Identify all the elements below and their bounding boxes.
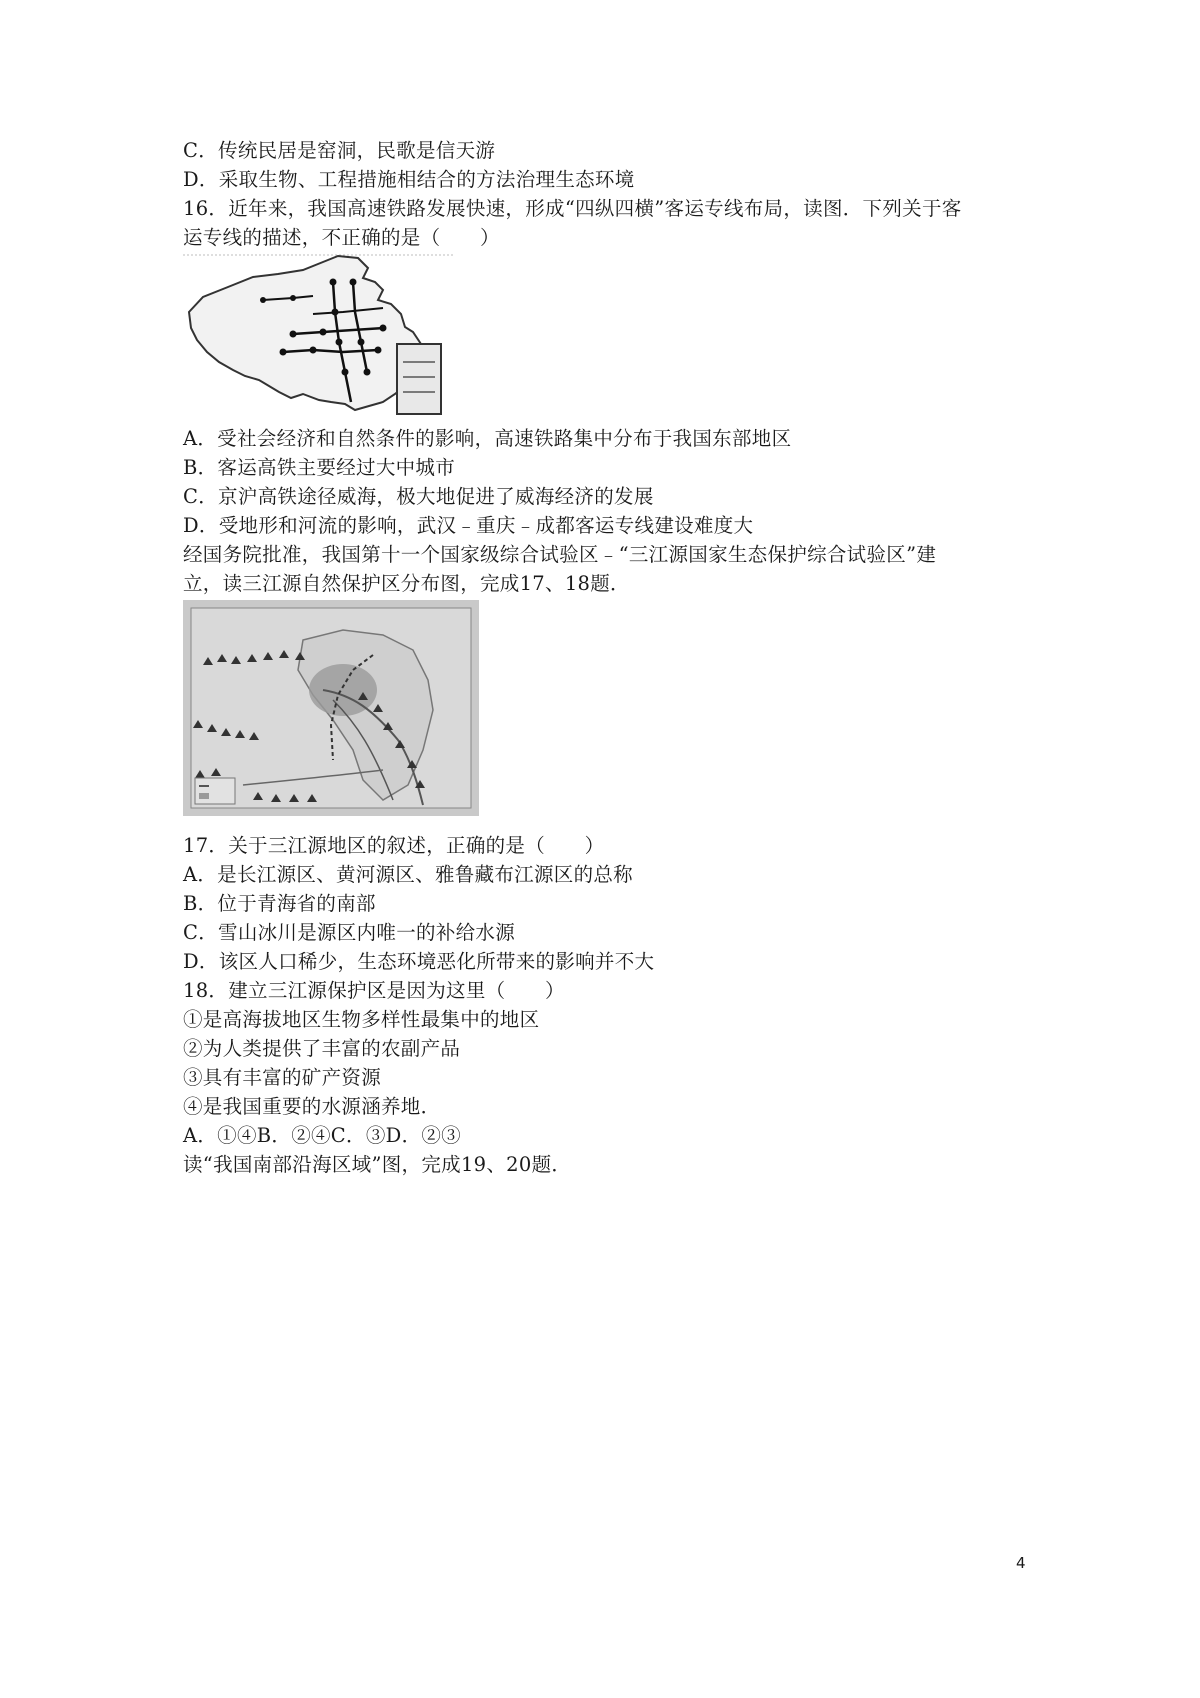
option-d-q15: D．采取生物、工程措施相结合的方法治理生态环境: [183, 168, 635, 191]
option-a-q17: A．是长江源区、黄河源区、雅鲁藏布江源区的总称: [183, 863, 633, 886]
sanjiangyuan-map: [183, 600, 479, 816]
option-c-q17: C．雪山冰川是源区内唯一的补给水源: [183, 921, 516, 944]
question-18: 18．建立三江源保护区是因为这里（ ）: [183, 979, 565, 1002]
passage-17-18-line-1: 经国务院批准，我国第十一个国家级综合试验区﹣“三江源国家生态保护综合试验区”建: [183, 543, 937, 566]
passage-19-20: 读“我国南部沿海区域”图，完成19、20题．: [183, 1153, 572, 1176]
option-d-q17: D．该区人口稀少，生态环境恶化所带来的影响并不大: [183, 950, 655, 973]
option-b-q16: B．客运高铁主要经过大中城市: [183, 456, 456, 479]
statement-2-q18: ②为人类提供了丰富的农副产品: [183, 1037, 461, 1060]
question-16-line-1: 16．近年来，我国高速铁路发展快速，形成“四纵四横”客运专线布局，读图．下列关于客: [183, 197, 962, 220]
china-railway-map-figure: [183, 252, 455, 424]
china-railway-map: [183, 252, 455, 420]
option-a-q16: A．受社会经济和自然条件的影响，高速铁路集中分布于我国东部地区: [183, 427, 792, 450]
option-d-q16: D．受地形和河流的影响，武汉﹣重庆﹣成都客运专线建设难度大: [183, 514, 754, 537]
question-16-line-2: 运专线的描述，不正确的是（ ）: [183, 226, 500, 249]
options-q18: A．①④B．②④C．③D．②③: [183, 1124, 461, 1147]
option-c-q15: C．传统民居是窑洞，民歌是信天游: [183, 139, 496, 162]
option-c-q16: C．京沪高铁途径威海，极大地促进了威海经济的发展: [183, 485, 654, 508]
page-number: 4: [1016, 1554, 1026, 1572]
statement-3-q18: ③具有丰富的矿产资源: [183, 1066, 382, 1089]
question-17: 17．关于三江源地区的叙述，正确的是（ ）: [183, 834, 605, 857]
statement-1-q18: ①是高海拔地区生物多样性最集中的地区: [183, 1008, 540, 1031]
passage-17-18-line-2: 立，读三江源自然保护区分布图，完成17、18题．: [183, 572, 630, 595]
option-b-q17: B．位于青海省的南部: [183, 892, 376, 915]
statement-4-q18: ④是我国重要的水源涵养地．: [183, 1095, 441, 1118]
sanjiangyuan-map-figure: [183, 600, 479, 820]
